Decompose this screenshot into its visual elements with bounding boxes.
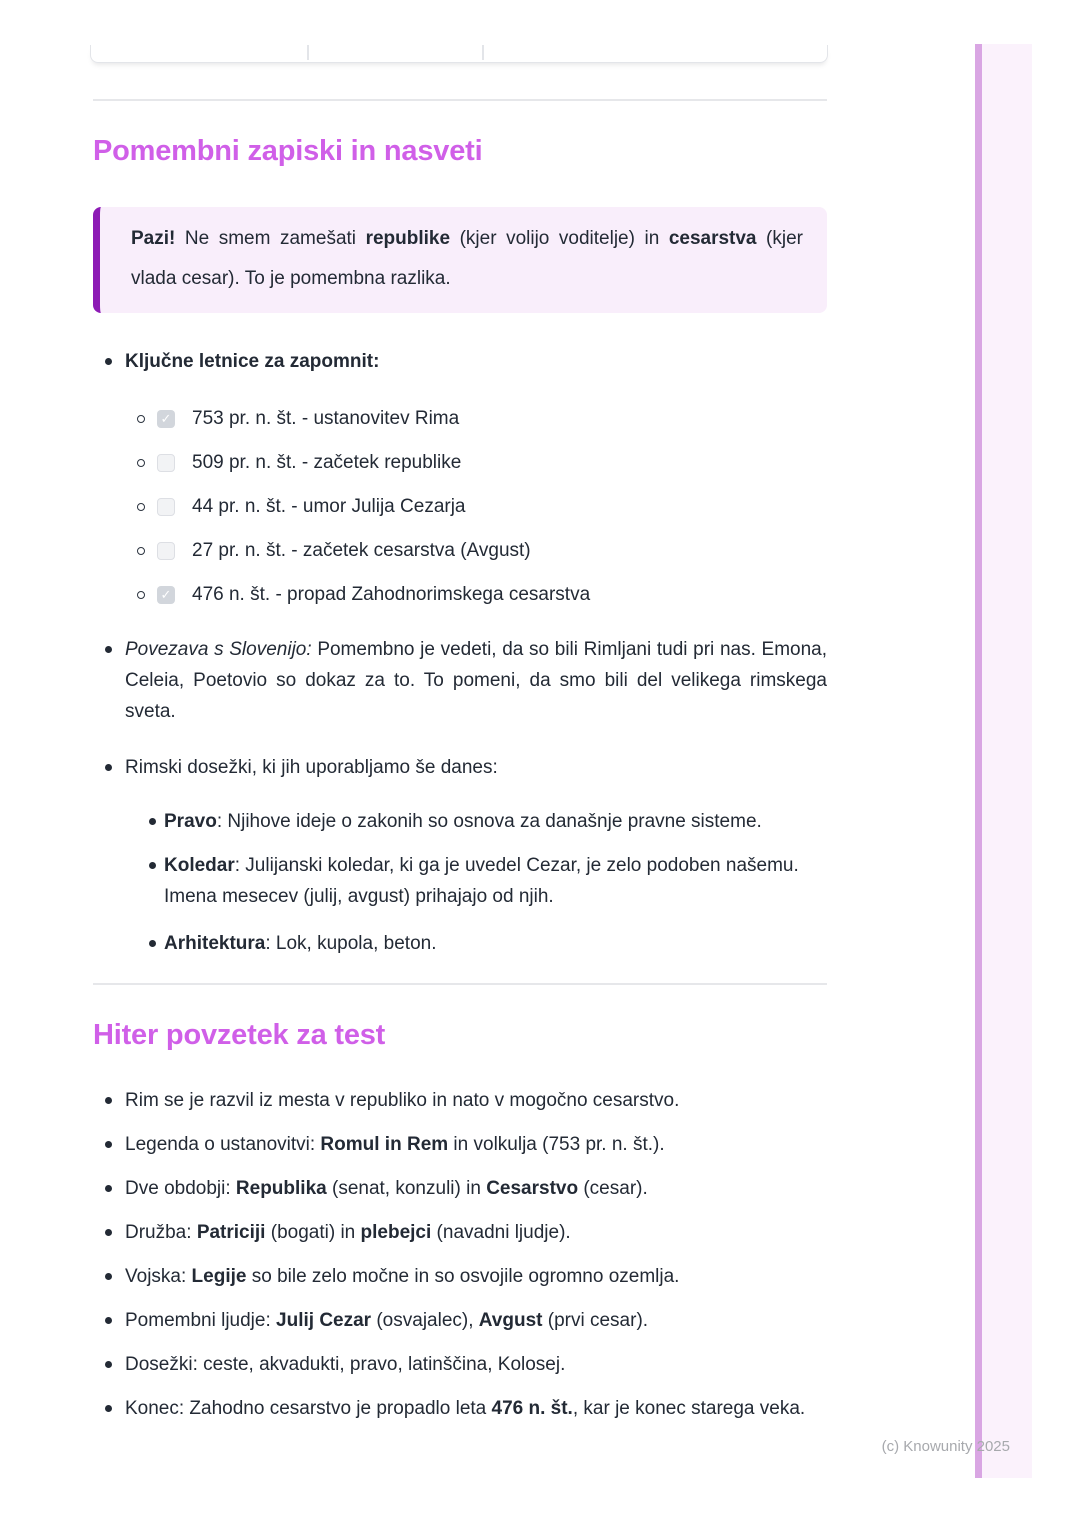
text-segment: Julij Cezar: [276, 1310, 372, 1331]
summary-item: [93, 1305, 827, 1336]
bullet-dot-icon: [105, 1097, 112, 1104]
text-segment: Konec: Zahodno cesarstvo je propadlo leta: [125, 1398, 492, 1419]
text-segment: Pomembno je vedeti, da so bili Rimljani tudi pri nas. Emona, Celeia, Poetovio so dokaz za to. To pomeni, da smo bili del velikega rimskega sveta.: [125, 639, 827, 722]
list-item-text: [125, 634, 827, 727]
notes-heading: Pomembni zapiski in nasveti: [93, 135, 483, 167]
copyright-text: (c) Knowunity 2025: [881, 1438, 1010, 1455]
warning-callout-text: [131, 219, 803, 299]
table-column-divider: [307, 45, 309, 60]
section-divider: [93, 99, 827, 101]
summary-item: [93, 1393, 827, 1424]
text-segment: Pazi!: [131, 228, 176, 249]
text-segment: Družba:: [125, 1222, 197, 1243]
bullet-dot-icon: [105, 646, 112, 653]
table-bottom-remnant: [90, 45, 828, 63]
text-segment: (kjer volijo voditelje) in: [450, 228, 669, 249]
text-segment: (osvajalec),: [371, 1310, 479, 1331]
circle-bullet-icon: [137, 415, 145, 423]
summary-item-text: [125, 1261, 827, 1292]
text-segment: plebejci: [360, 1222, 432, 1243]
text-segment: (prvi cesar).: [542, 1310, 649, 1331]
key-years-checklist: [93, 403, 827, 623]
text-segment: : Lok, kupola, beton.: [265, 933, 437, 954]
text-segment: (kjer vlada cesar). To je pomembna razlika.: [131, 228, 803, 289]
text-segment: Republika: [235, 1178, 327, 1199]
text-segment: (senat, konzuli) in: [326, 1178, 487, 1199]
text-segment: Ključne letnice za zapomnit:: [125, 351, 380, 372]
text-segment: (navadni ljudje).: [431, 1222, 571, 1243]
text-segment: in volkulja (753 pr. n. št.).: [448, 1134, 665, 1155]
summary-item-text: [125, 1173, 827, 1204]
checkbox[interactable]: [157, 498, 175, 516]
summary-heading: Hiter povzetek za test: [93, 1019, 386, 1051]
text-segment: Legenda o ustanovitvi:: [125, 1134, 321, 1155]
summary-item: [93, 1085, 827, 1116]
summary-item: [93, 1173, 827, 1204]
summary-item: [93, 1217, 827, 1248]
text-segment: 476 n. št.: [491, 1398, 573, 1419]
text-segment: so bile zelo močne in so osvojile ogromno ozemlja.: [246, 1266, 680, 1287]
circle-bullet-icon: [137, 459, 145, 467]
checklist-item: [93, 403, 827, 434]
list-item-text: [164, 928, 827, 959]
list-item-calendar: [93, 850, 827, 912]
checkbox[interactable]: ✓: [157, 586, 175, 604]
text-segment: Dosežki: ceste, akvadukti, pravo, latinščina, Kolosej.: [125, 1354, 566, 1375]
list-item-text: [164, 850, 827, 912]
warning-callout: [93, 207, 827, 313]
checklist-item: [93, 447, 827, 478]
checkbox[interactable]: [157, 542, 175, 560]
bullet-dot-icon: [105, 1317, 112, 1324]
text-segment: , kar je konec starega veka.: [572, 1398, 806, 1419]
summary-item: [93, 1129, 827, 1160]
checkbox[interactable]: [157, 454, 175, 472]
bullet-dot-icon: [105, 764, 112, 771]
list-item-key-years: [93, 346, 827, 377]
text-segment: Pomembni ljudje:: [125, 1310, 277, 1331]
circle-bullet-icon: [137, 503, 145, 511]
checklist-item-text: 476 n. št. - propad Zahodnorimskega cesarstva: [192, 583, 591, 605]
text-segment: (bogati) in: [265, 1222, 361, 1243]
list-item-law: [93, 806, 827, 837]
text-segment: Povezava s Slovenijo:: [125, 639, 312, 660]
summary-item-text: [125, 1305, 827, 1336]
summary-item: [93, 1261, 827, 1292]
bullet-dot-icon: [149, 862, 156, 869]
checklist-item-text: 27 pr. n. št. - začetek cesarstva (Avgust): [192, 539, 531, 561]
text-segment: republike: [365, 228, 451, 249]
text-segment: cesarstva: [668, 228, 757, 249]
summary-item-text: [125, 1349, 827, 1380]
text-segment: Legije: [191, 1266, 247, 1287]
summary-item-text: [125, 1393, 827, 1424]
text-segment: Cesarstvo: [486, 1178, 579, 1199]
text-segment: : Julijanski koledar, ki ga je uvedel Cezar, je zelo podoben našemu. Imena mesecev (julij, avgust) prihajajo od njih.: [164, 855, 799, 907]
text-segment: Romul in Rem: [320, 1134, 449, 1155]
page-edge-strip-band: [982, 44, 1032, 1478]
text-segment: Ne smem zamešati: [175, 228, 366, 249]
text-segment: Vojska:: [125, 1266, 192, 1287]
bullet-dot-icon: [105, 1229, 112, 1236]
bullet-dot-icon: [105, 1185, 112, 1192]
circle-bullet-icon: [137, 547, 145, 555]
text-segment: Rimski dosežki, ki jih uporabljamo še danes:: [125, 757, 498, 778]
bullet-dot-icon: [105, 358, 112, 365]
page-edge-strip-line: [975, 44, 982, 1478]
list-item-text: [125, 752, 827, 783]
section-divider: [93, 983, 827, 985]
checklist-item: [93, 535, 827, 566]
summary-item-text: [125, 1085, 827, 1116]
table-column-divider: [482, 45, 484, 60]
summary-list: [93, 1085, 827, 1437]
summary-item-text: [125, 1217, 827, 1248]
text-segment: Dve obdobji:: [125, 1178, 236, 1199]
text-segment: Avgust: [478, 1310, 543, 1331]
text-segment: : Njihove ideje o zakonih so osnova za današnje pravne sisteme.: [216, 811, 762, 832]
summary-item-text: [125, 1129, 827, 1160]
list-item-slovenia: [93, 634, 827, 727]
text-segment: Pravo: [164, 811, 217, 832]
bullet-dot-icon: [105, 1405, 112, 1412]
summary-item: [93, 1349, 827, 1380]
text-segment: (cesar).: [578, 1178, 648, 1199]
list-item-achievements: [93, 752, 827, 783]
list-item-text: [125, 346, 827, 377]
text-segment: Koledar: [164, 855, 235, 876]
bullet-dot-icon: [105, 1141, 112, 1148]
checklist-item: [93, 491, 827, 522]
bullet-dot-icon: [149, 818, 156, 825]
checklist-item: [93, 579, 827, 610]
bullet-dot-icon: [149, 940, 156, 947]
list-item-architecture: [93, 928, 827, 959]
checklist-item-text: 509 pr. n. št. - začetek republike: [192, 451, 462, 473]
circle-bullet-icon: [137, 591, 145, 599]
text-segment: Patriciji: [196, 1222, 266, 1243]
list-item-text: [164, 806, 827, 837]
checklist-item-text: 44 pr. n. št. - umor Julija Cezarja: [192, 495, 466, 517]
text-segment: Arhitektura: [164, 933, 266, 954]
checklist-item-text: 753 pr. n. št. - ustanovitev Rima: [192, 407, 460, 429]
bullet-dot-icon: [105, 1273, 112, 1280]
checkbox[interactable]: ✓: [157, 410, 175, 428]
bullet-dot-icon: [105, 1361, 112, 1368]
text-segment: Rim se je razvil iz mesta v republiko in nato v mogočno cesarstvo.: [125, 1090, 680, 1111]
